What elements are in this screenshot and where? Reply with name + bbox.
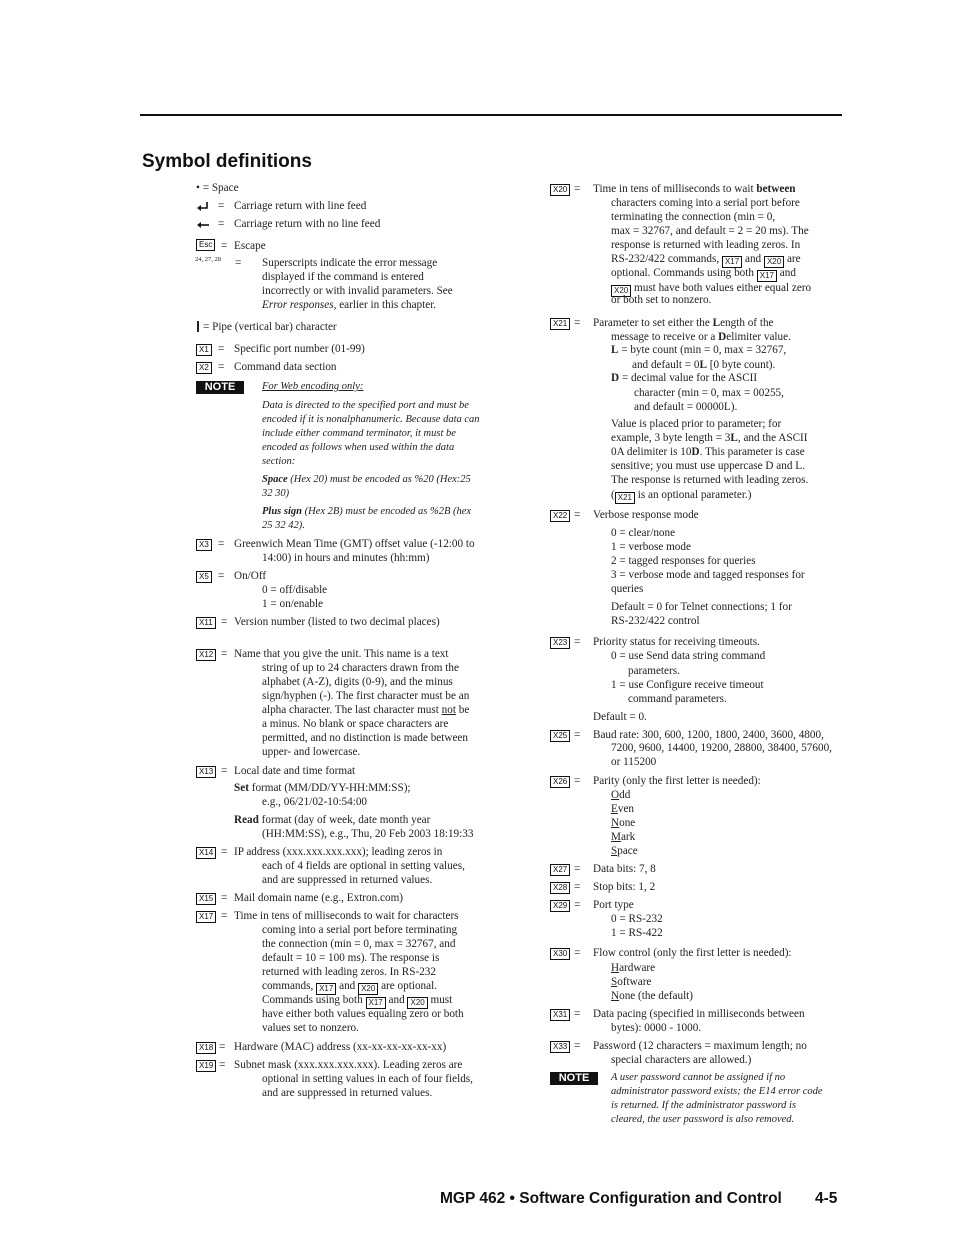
x21-def: Value is placed prior to parameter; for bbox=[611, 418, 782, 430]
equals-sign: = bbox=[574, 863, 581, 875]
x20-text: Time in tens of milliseconds to wait bbox=[593, 183, 757, 195]
parity-rest: one bbox=[619, 817, 636, 829]
x20-symbol-inline: X20 bbox=[358, 983, 378, 995]
esc-key-icon: Esc bbox=[196, 239, 215, 251]
return-no-line-feed-icon bbox=[196, 219, 210, 231]
read-term: Read bbox=[234, 814, 259, 826]
equals-sign: = bbox=[574, 1040, 581, 1052]
x23-def: command parameters. bbox=[628, 693, 727, 705]
equals-sign: = bbox=[235, 257, 242, 269]
x17-def: the connection (min = 0, max = 32767, and bbox=[262, 938, 456, 950]
x21-text: message to receive or a bbox=[611, 331, 719, 343]
x11-def: Version number (listed to two decimal places) bbox=[234, 616, 440, 628]
page-number: 4-5 bbox=[815, 1190, 838, 1207]
x1-def: Specific port number (01-99) bbox=[234, 343, 365, 355]
x20-def bbox=[611, 266, 796, 282]
x21-def bbox=[611, 371, 757, 385]
plus-desc: (Hex 2B) must be encoded as %2B (hex bbox=[301, 506, 472, 517]
note-text: 25 32 42). bbox=[262, 520, 305, 531]
flow-rest: ardware bbox=[619, 962, 656, 974]
x13-text: format (day of week, date month year bbox=[258, 814, 431, 826]
x13-def bbox=[234, 781, 411, 795]
note-badge: NOTE bbox=[550, 1072, 598, 1085]
error-responses-ref: Error responses, bbox=[262, 299, 337, 311]
x15-symbol: X15 bbox=[196, 893, 216, 905]
x21-bold: L bbox=[730, 432, 738, 444]
note-text: section: bbox=[262, 456, 296, 467]
x17-symbol: X17 bbox=[196, 911, 216, 923]
pipe-def: = Pipe (vertical bar) character bbox=[203, 321, 337, 333]
x25-def: Baud rate: 300, 600, 1200, 1800, 2400, 3600, 4800, bbox=[593, 729, 824, 741]
x28-symbol: X28 bbox=[550, 882, 570, 894]
x25-def: 7200, 9600, 14400, 19200, 28800, 38400, 57600, bbox=[611, 742, 832, 754]
x22-def: queries bbox=[611, 583, 644, 595]
flow-option bbox=[611, 961, 655, 975]
flow-option bbox=[611, 975, 651, 989]
x21-text: = byte count (min = 0, max = 32767, bbox=[618, 344, 787, 356]
cr-lf-def: Carriage return with line feed bbox=[234, 200, 367, 212]
x12-def: Name that you give the unit. This name is a text bbox=[234, 648, 449, 660]
superscript-def-tail: earlier in this chapter. bbox=[336, 299, 437, 311]
flow-rest: one (the default) bbox=[619, 990, 694, 1002]
parity-option bbox=[611, 830, 635, 844]
equals-sign: = bbox=[218, 343, 225, 355]
superscript-def: incorrectly or with invalid parameters. See bbox=[262, 285, 453, 297]
flow-option bbox=[611, 989, 693, 1003]
page-title: Symbol definitions bbox=[142, 151, 312, 172]
equals-sign: = bbox=[574, 729, 581, 741]
x22-def: Verbose response mode bbox=[593, 509, 699, 521]
return-line-feed-icon bbox=[196, 201, 210, 213]
equals-sign: = bbox=[574, 881, 581, 893]
x21-def: and default = 00000L). bbox=[634, 401, 738, 413]
x17-def: have either both values equaling zero or both bbox=[262, 1008, 464, 1020]
equals-sign: = bbox=[218, 538, 225, 550]
x5-def: 0 = off/disable bbox=[262, 584, 328, 596]
x21-text: and default = 0 bbox=[632, 359, 700, 371]
x20-text: are bbox=[786, 253, 801, 265]
x20-text: and bbox=[779, 267, 796, 279]
x17-text: must bbox=[430, 994, 453, 1006]
equals-sign: = bbox=[574, 636, 581, 648]
x27-symbol: X27 bbox=[550, 864, 570, 876]
x25-def: or 115200 bbox=[611, 756, 657, 768]
x17-symbol-inline: X17 bbox=[757, 270, 777, 282]
x33-def: Password (12 characters = maximum length; no bbox=[593, 1040, 807, 1052]
x21-def bbox=[611, 330, 791, 344]
equals-sign: = bbox=[221, 648, 228, 660]
x5-symbol: X5 bbox=[196, 571, 212, 583]
x21-symbol: X21 bbox=[550, 318, 570, 330]
x29-def: 0 = RS-232 bbox=[611, 913, 663, 925]
x21-bold: D bbox=[691, 446, 700, 458]
x21-symbol-inline: X21 bbox=[615, 492, 635, 504]
note-text: administrator password exists; the E14 error code bbox=[611, 1086, 823, 1097]
x13-def: e.g., 06/21/02-10:54:00 bbox=[262, 796, 368, 808]
x21-def bbox=[593, 316, 774, 330]
x21-def: character (min = 0, max = 00255, bbox=[634, 387, 784, 399]
parity-option bbox=[611, 788, 630, 802]
note-text bbox=[262, 505, 471, 519]
superscript-def: displayed if the command is entered bbox=[262, 271, 424, 283]
pipe-icon bbox=[197, 321, 199, 332]
x20-symbol-inline: X20 bbox=[407, 997, 427, 1009]
x33-def: special characters are allowed.) bbox=[611, 1054, 752, 1066]
parity-rest: ven bbox=[617, 803, 634, 815]
x21-text: = decimal value for the ASCII bbox=[619, 372, 758, 384]
equals-sign: = bbox=[574, 183, 581, 195]
x23-def: 1 = use Configure receive timeout bbox=[611, 679, 764, 691]
x21-text: elimiter value. bbox=[726, 331, 791, 343]
x17-text: commands, bbox=[262, 980, 314, 992]
x21-def bbox=[632, 358, 775, 372]
x12-def: a minus. No blank or space characters are bbox=[262, 718, 449, 730]
x5-def: 1 = on/enable bbox=[262, 598, 323, 610]
x21-bold: L bbox=[699, 359, 707, 371]
x12-symbol: X12 bbox=[196, 649, 216, 661]
equals-sign: = bbox=[218, 570, 225, 582]
x29-def: Port type bbox=[593, 899, 634, 911]
x25-symbol: X25 bbox=[550, 730, 570, 742]
x12-text: alpha character. The last character must bbox=[262, 704, 442, 716]
x30-symbol: X30 bbox=[550, 948, 570, 960]
x23-symbol: X23 bbox=[550, 637, 570, 649]
x3-def: Greenwich Mean Time (GMT) offset value (-12:00 to bbox=[234, 538, 475, 550]
x20-def: max = 32767, and default = 2 = 20 ms). The bbox=[611, 225, 809, 237]
x31-def: bytes): 0000 - 1000. bbox=[611, 1022, 702, 1034]
equals-sign: = bbox=[221, 910, 228, 922]
x20-def: terminating the connection (min = 0, bbox=[611, 211, 776, 223]
superscript-def bbox=[262, 298, 436, 312]
x22-symbol: X22 bbox=[550, 510, 570, 522]
x20-symbol: X20 bbox=[550, 184, 570, 196]
equals-sign: = bbox=[221, 765, 228, 777]
parity-option bbox=[611, 844, 638, 858]
x21-text: , and the ASCII bbox=[737, 432, 808, 444]
x1-symbol: X1 bbox=[196, 344, 212, 356]
x5-def: On/Off bbox=[234, 570, 267, 582]
top-rule bbox=[140, 114, 842, 116]
parity-letter: S bbox=[611, 845, 618, 857]
note-text: include either command terminator, it must be bbox=[262, 428, 456, 439]
x20-text: RS-232/422 commands, bbox=[611, 253, 720, 265]
flow-letter: H bbox=[611, 962, 620, 974]
equals-sign: = bbox=[221, 616, 228, 628]
x27-def: Data bits: 7, 8 bbox=[593, 863, 656, 875]
equals-sign: = bbox=[219, 1059, 226, 1071]
parity-rest: dd bbox=[619, 789, 631, 801]
x11-symbol: X11 bbox=[196, 617, 216, 629]
x21-text: is an optional parameter.) bbox=[637, 489, 752, 501]
flow-rest: oftware bbox=[617, 976, 652, 988]
parity-letter: M bbox=[611, 831, 621, 843]
x21-def bbox=[611, 445, 805, 459]
x29-def: 1 = RS-422 bbox=[611, 927, 663, 939]
x29-symbol: X29 bbox=[550, 900, 570, 912]
x15-def: Mail domain name (e.g., Extron.com) bbox=[234, 892, 404, 904]
x13-def: (HH:MM:SS), e.g., Thu, 20 Feb 2003 18:19:33 bbox=[262, 828, 474, 840]
x12-not: not bbox=[441, 704, 456, 716]
x17-def: coming into a serial port before terminating bbox=[262, 924, 458, 936]
x20-def: response is returned with leading zeros. In bbox=[611, 239, 801, 251]
equals-sign: = bbox=[218, 218, 225, 230]
equals-sign: = bbox=[574, 947, 581, 959]
x31-symbol: X31 bbox=[550, 1009, 570, 1021]
x20-def bbox=[593, 182, 796, 196]
x21-bold: L bbox=[611, 344, 619, 356]
x12-def: upper- and lowercase. bbox=[262, 746, 361, 758]
footer-title: MGP 462 • Software Configuration and Control bbox=[440, 1190, 782, 1207]
x17-text: are optional. bbox=[381, 980, 438, 992]
space-term: Space bbox=[262, 474, 288, 485]
x12-text: be bbox=[455, 704, 470, 716]
note-text: Data is directed to the specified port and must be bbox=[262, 400, 469, 411]
equals-sign: = bbox=[574, 775, 581, 787]
x17-text: and bbox=[339, 980, 356, 992]
x14-def: and are suppressed in returned values. bbox=[262, 874, 433, 886]
cr-def: Carriage return with no line feed bbox=[234, 218, 381, 230]
x21-text: ( bbox=[611, 489, 615, 501]
x21-text: Parameter to set either the bbox=[593, 317, 713, 329]
x26-symbol: X26 bbox=[550, 776, 570, 788]
x17-def: Time in tens of milliseconds to wait for characters bbox=[234, 910, 459, 922]
parity-rest: pace bbox=[617, 845, 638, 857]
x14-def: IP address (xxx.xxx.xxx.xxx); leading zeros in bbox=[234, 846, 443, 858]
x12-def: alphabet (A-Z), digits (0-9), and the minus bbox=[262, 676, 453, 688]
x22-def: 2 = tagged responses for queries bbox=[611, 555, 756, 567]
x23-def: 0 = use Send data string command bbox=[611, 650, 766, 662]
parity-letter: N bbox=[611, 817, 620, 829]
x17-def: values set to nonzero. bbox=[262, 1022, 359, 1034]
x21-def: sensitive; you must use uppercase D and L. bbox=[611, 460, 805, 472]
x20-text: must have both values either equal zero bbox=[634, 282, 812, 294]
x14-symbol: X14 bbox=[196, 847, 216, 859]
x20-symbol-inline: X20 bbox=[611, 285, 631, 297]
x19-symbol: X19 bbox=[196, 1060, 216, 1072]
x12-def: permitted, and no distinction is made between bbox=[262, 732, 468, 744]
x17-def: default = 10 = 100 ms). The response is bbox=[262, 952, 440, 964]
x21-bold: L bbox=[712, 317, 721, 329]
x20-text: and bbox=[744, 253, 762, 265]
x2-def: Command data section bbox=[234, 361, 337, 373]
note-badge: NOTE bbox=[196, 381, 244, 394]
x21-bold: D bbox=[611, 372, 620, 384]
note-text: 32 30) bbox=[262, 488, 290, 499]
equals-sign: = bbox=[219, 1041, 226, 1053]
x28-def: Stop bits: 1, 2 bbox=[593, 881, 656, 893]
x17-def: returned with leading zeros. In RS-232 bbox=[262, 966, 436, 978]
superscript-def: Superscripts indicate the error message bbox=[262, 257, 438, 269]
x33-symbol: X33 bbox=[550, 1041, 570, 1053]
x14-def: each of 4 fields are optional in setting values, bbox=[262, 860, 465, 872]
x21-def bbox=[611, 431, 807, 445]
x3-def: 14:00) in hours and minutes (hh:mm) bbox=[262, 552, 430, 564]
flow-letter: S bbox=[611, 976, 618, 988]
note-text: is returned. If the administrator password is bbox=[611, 1100, 797, 1111]
x21-def bbox=[611, 343, 786, 357]
x21-text: [0 byte count). bbox=[706, 359, 776, 371]
x19-def: and are suppressed in returned values. bbox=[262, 1087, 433, 1099]
x13-text: format (MM/DD/YY-HH:MM:SS); bbox=[248, 782, 411, 794]
equals-sign: = bbox=[574, 899, 581, 911]
note-text bbox=[262, 473, 471, 487]
x22-def: 3 = verbose mode and tagged responses for bbox=[611, 569, 805, 581]
x31-def: Data pacing (specified in milliseconds between bbox=[593, 1008, 805, 1020]
flow-letter: N bbox=[611, 990, 620, 1002]
x18-def: Hardware (MAC) address (xx-xx-xx-xx-xx-xx) bbox=[234, 1041, 447, 1053]
parity-letter: E bbox=[611, 803, 618, 815]
space-def: • = Space bbox=[196, 182, 239, 194]
x20-text: optional. Commands using both bbox=[611, 267, 754, 279]
x21-text: . This parameter is case bbox=[699, 446, 805, 458]
space-desc: (Hex 20) must be encoded as %20 (Hex:25 bbox=[287, 474, 471, 485]
x26-def: Parity (only the first letter is needed): bbox=[593, 775, 761, 787]
x17-text: Commands using both bbox=[262, 994, 363, 1006]
x30-def: Flow control (only the first letter is needed): bbox=[593, 947, 792, 959]
x2-symbol: X2 bbox=[196, 362, 212, 374]
x20-def: or both set to nonzero. bbox=[611, 294, 712, 306]
x18-symbol: X18 bbox=[196, 1042, 216, 1054]
note-text: cleared, the user password is also removed. bbox=[611, 1114, 795, 1125]
equals-sign: = bbox=[574, 317, 581, 329]
x12-def: string of up to 24 characters drawn from the bbox=[262, 662, 459, 674]
x17-symbol-inline: X17 bbox=[366, 997, 386, 1009]
equals-sign: = bbox=[218, 361, 225, 373]
note-text: A user password cannot be assigned if no bbox=[611, 1072, 786, 1083]
x20-between: between bbox=[756, 183, 796, 195]
x12-def: sign/hyphen (-). The first character must be an bbox=[262, 690, 470, 702]
equals-sign: = bbox=[221, 846, 228, 858]
note-title: For Web encoding only: bbox=[262, 381, 364, 392]
note-text: encoded if it is nonalphanumeric. Because data can bbox=[262, 414, 480, 425]
x21-def bbox=[611, 488, 751, 504]
x13-def bbox=[234, 813, 430, 827]
x20-symbol-inline: X20 bbox=[764, 256, 784, 268]
x21-text: 0A delimiter is 10 bbox=[611, 446, 692, 458]
x21-text: ength of the bbox=[720, 317, 774, 329]
x20-def: characters coming into a serial port before bbox=[611, 197, 800, 209]
x12-def bbox=[262, 703, 469, 717]
esc-def: Escape bbox=[234, 240, 266, 252]
parity-option bbox=[611, 816, 635, 830]
parity-option bbox=[611, 802, 634, 816]
superscript-sample: 24, 27, 28 bbox=[195, 256, 221, 263]
x22-def: 1 = verbose mode bbox=[611, 541, 691, 553]
x19-def: optional in setting values in each of four fields, bbox=[262, 1073, 473, 1085]
x21-def: The response is returned with leading zeros. bbox=[611, 474, 809, 486]
equals-sign: = bbox=[574, 1008, 581, 1020]
x22-def: 0 = clear/none bbox=[611, 527, 676, 539]
parity-letter: O bbox=[611, 789, 620, 801]
set-term: Set bbox=[234, 782, 249, 794]
x17-symbol-inline: X17 bbox=[722, 256, 742, 268]
x19-def: Subnet mask (xxx.xxx.xxx.xxx). Leading zeros are bbox=[234, 1059, 463, 1071]
equals-sign: = bbox=[574, 509, 581, 521]
equals-sign: = bbox=[221, 892, 228, 904]
x21-bold: D bbox=[718, 331, 727, 343]
x22-def: RS-232/422 control bbox=[611, 615, 700, 627]
x23-def: Default = 0. bbox=[593, 711, 647, 723]
x22-def: Default = 0 for Telnet connections; 1 for bbox=[611, 601, 792, 613]
x23-def: Priority status for receiving timeouts. bbox=[593, 636, 760, 648]
note-text: encoded as follows when used within the data bbox=[262, 442, 455, 453]
x13-def: Local date and time format bbox=[234, 765, 356, 777]
plus-term: Plus sign bbox=[262, 506, 302, 517]
x17-symbol-inline: X17 bbox=[316, 983, 336, 995]
equals-sign: = bbox=[218, 200, 225, 212]
x13-symbol: X13 bbox=[196, 766, 216, 778]
x21-text: example, 3 byte length = 3 bbox=[611, 432, 731, 444]
equals-sign: = bbox=[221, 240, 228, 252]
x3-symbol: X3 bbox=[196, 539, 212, 551]
x17-text: and bbox=[388, 994, 405, 1006]
x23-def: parameters. bbox=[628, 665, 680, 677]
parity-rest: ark bbox=[620, 831, 636, 843]
